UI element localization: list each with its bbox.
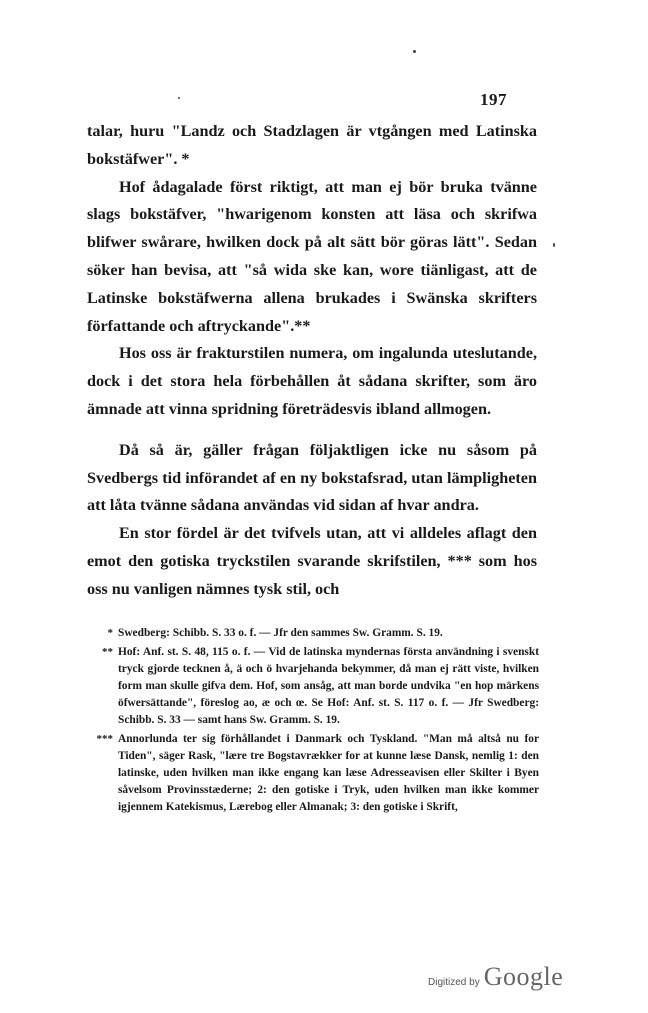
digitized-label: Digitized by [428, 977, 480, 988]
footnote-mark: *** [96, 733, 113, 745]
footnote-text: Swedberg: Schibb. S. 33 o. f. — Jfr den sammes Sw. Gramm. S. 19. [118, 627, 443, 639]
page-number: 197 [480, 90, 507, 109]
print-speck [178, 97, 180, 99]
paragraph: Hof ådagalade först riktigt, att man ej bör bruka tvänne slags bokstäfver, "hwarigenom konsten att läsa och skrifwa blifwer swårare, hwilken dock på alt sätt bör göras lätt". Sedan söker han bevisa, att "så wida ske kan, wore tiänligast, att de Latinske bokstäfwerna allena brukades i Swänska skrifters författande och aftryckande".** [87, 177, 537, 335]
footnotes [87, 625, 539, 816]
footnote-mark: * [107, 627, 113, 639]
footnote [87, 731, 539, 816]
footnote-text: Annorlunda ter sig förhållandet i Danmark och Tyskland. "Man må altså nu for Tiden", säger Rask, "lære tre Bogstavrækker for at kunne læse Dansk, nemlig 1: den latinske, uden hvilken man ikke engang kan læse Adresseavisen eller Skilter i Byen såvelsom Provinsstæderne; 2: den gotiske i Tryk, uden hvilken man ikke kommer igjennem Katekismus, Lærebog eller Almanak; 3: den gotiske i Skrift, [118, 733, 539, 813]
paragraph: Då så är, gäller frågan följaktligen icke nu såsom på Svedbergs tid införandet af en ny bokstafsrad, utan lämpligheten att låta tvänne sådana användas vid sidan af hvar andra. [87, 440, 537, 515]
footnote [87, 625, 539, 642]
digitized-watermark [428, 962, 563, 992]
paragraph: talar, huru "Landz och Stadzlagen är vtgången med Latinska bokstäfwer". * [87, 122, 537, 168]
print-speck [553, 243, 555, 247]
footnote [87, 644, 539, 729]
paragraph: Hos oss är frakturstilen numera, om ingalunda uteslutande, dock i det stora hela förbehållen åt sådana skrifter, som äro ämnade att vinna spridning företrädesvis ibland allmogen. [87, 344, 537, 418]
print-speck [413, 50, 416, 53]
google-logo: Google [483, 962, 564, 991]
footnote-mark: ** [102, 646, 113, 658]
body-text [87, 118, 537, 604]
footnote-text: Hof: Anf. st. S. 48, 115 o. f. — Vid de latinska myndernas första användning i svenskt tryck gjorde tecknen å, ä och ö hvarjehanda bekymmer, då man ej rätt viste, hvilken form man skulle gifva dem. Hof, som ansåg, att man borde undvika "en hop märkens öfwersättande", föreslog ao, æ och œ. Se Hof: Anf. st. S. 117 o. f. — Jfr Swedberg: Schibb. S. 33 — samt hans Sw. Gramm. S. 19. [118, 646, 539, 726]
paragraph: En stor fördel är det tvifvels utan, att vi alldeles aflagt den emot den gotiska tryckstilen svarande skrifstilen, *** som hos oss nu vanligen nämnes tysk stil, och [87, 524, 537, 598]
